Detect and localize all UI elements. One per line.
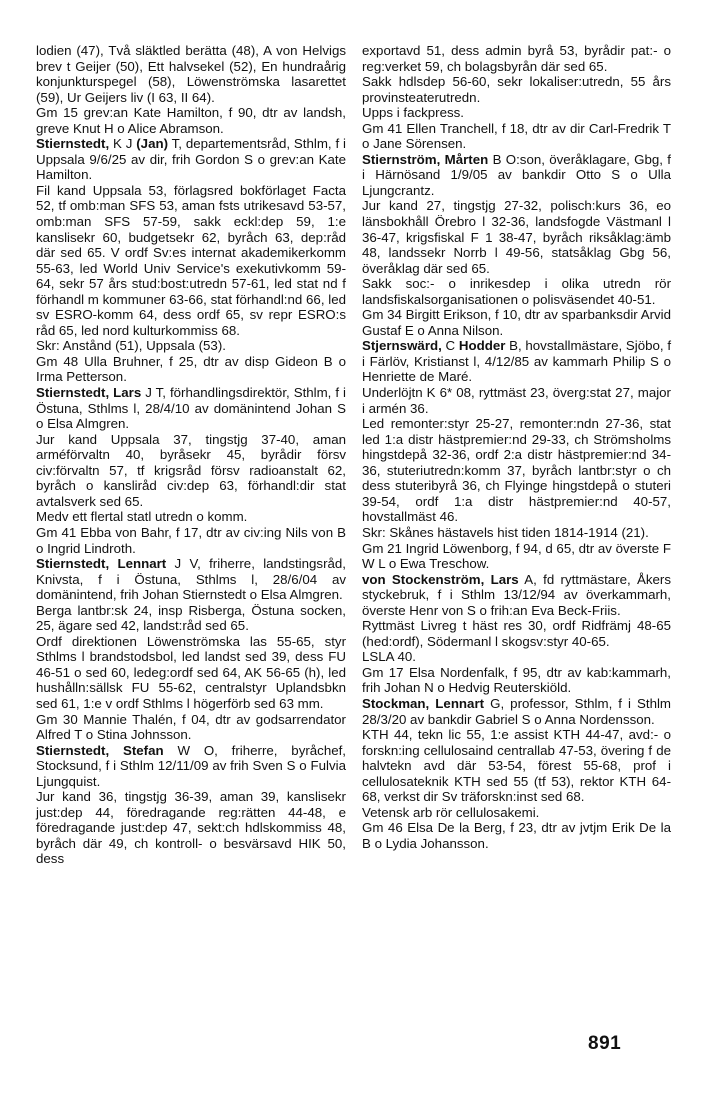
entry-given-name: Stefan [122, 742, 164, 758]
spouse-line: Gm 41 Ellen Tranchell, f 18, dtr av dir Carl-Fredrik T o Jane Sörensen. [362, 120, 671, 152]
left-column [36, 43, 346, 867]
entry-given-name: Lennart [435, 695, 485, 711]
entry-given-name: Lars [490, 571, 519, 587]
career-paragraph: Sakk hdlsdep 56-60, sekr lokaliser:utredn, 55 års provinsteaterutredn. [362, 74, 671, 105]
entry-given-name: Lennart [117, 556, 167, 572]
spouse-line: Gm 41 Ebba von Bahr, f 17, dtr av civ:ing Nils von B o Ingrid Lindroth. [36, 524, 346, 556]
career-paragraph: Jur kand 36, tingstjg 36-39, aman 39, kanslisekr just:dep 44, föredragande reg:rätten 44-48, e föredragande just:dep 47, sekt:ch hdlskommiss 48, byråch där 49, ch kontroll- o besvärsavd HIK 50, dess [36, 789, 346, 867]
spouse-line: Gm 17 Elsa Nordenfalk, f 95, dtr av kab:kammarh, frih Johan N o Hedvig Reuterskiöld. [362, 664, 671, 696]
right-column [362, 43, 671, 851]
entry-text: T, departementsråd, Sthlm, f i Uppsala 9/6/25 av dir, frih Gordon S o grev:an Kate Hamilton. [36, 136, 346, 183]
career-paragraph: Medv ett flertal statl utredn o komm. [36, 509, 248, 525]
entry-paragraph [36, 136, 346, 183]
entry-given-name: K J [113, 136, 133, 152]
spouse-line: Gm 48 Ulla Bruhner, f 25, dtr av disp Gideon B o Irma Petterson. [36, 353, 346, 385]
entry-called-name: Hodder [458, 338, 506, 354]
career-paragraph: Upps i fackpress. [362, 105, 464, 121]
entry-text: A, fd ryttmästare, Åkers styckebruk, f i Sthlm 13/12/94 av överkammarh, överste Henr von S o frih:an Eva Beck-Friis. [362, 571, 671, 618]
entry-called-name: (Jan) [136, 136, 169, 152]
career-paragraph: exportavd 51, dess admin byrå 53, byrådir pat:- o reg:verket 59, ch bolagsbyrån där sed 65. [362, 43, 671, 74]
entry-given-name: Lars [113, 385, 142, 401]
career-paragraph: Jur kand 27, tingstjg 27-32, polisch:kurs 36, eo länsbokhåll Örebro l 32-36, landsfogde Västmanl l 36-47, krigsfiskal F 1 38-47, byråch riksåklag:ämb 48, landssekr Norrb l 49-56, statsåklag Gbg 56, överåklag där sed 65. [362, 198, 671, 276]
career-paragraph: Berga lantbr:sk 24, insp Risberga, Östuna socken, 25, ägare sed 42, landst:råd sed 65. [36, 602, 346, 634]
career-paragraph: Vetensk arb rör cellulosakemi. [362, 804, 540, 820]
career-paragraph: LSLA 40. [362, 649, 416, 665]
entry-surname: Stiernstedt, [36, 136, 110, 152]
writings-line: Skr: Skånes hästavels hist tiden 1814-1914 (21). [362, 524, 649, 540]
spouse-line: Gm 30 Mannie Thalén, f 04, dtr av godsarrendator Alfred T o Stina Johnsson. [36, 711, 346, 743]
entry-paragraph [362, 152, 671, 199]
entry-surname: Stjernswärd, [362, 338, 442, 354]
career-paragraph: Jur kand Uppsala 37, tingstjg 37-40, aman arméförvaltn 40, byråsekr 45, byrådir försv civ:förvaltn 57, tf krigsråd försv radioanstalt 62, byråch o kanslіråd civ:dep 63, förhandl:dir stat avtalsverk sed 65. [36, 431, 346, 509]
spouse-line: Gm 46 Elsa De la Berg, f 23, dtr av jvtjm Erik De la B o Lydia Johansson. [362, 820, 671, 851]
entry-text: J T, förhandlingsdirektör, Sthlm, f i Östuna, Sthlms l, 28/4/10 av domänintend Johan S o Elsa Almgren. [36, 385, 346, 432]
career-paragraph: Fil kand Uppsala 53, förlagsred bokförlaget Facta 52, tf omb:man SFS 53, aman fsts utrikesavd 53-57, omb:man SFS 57-59, sakk eckl:dep 59, 1:e kanslisekr 60, budgetsekr 62, byråch 63, dep:råd där sed 65. V ordf Sv:es internat akademikerkomm 55-63, led World Univ Service's exekutivkomm 59-64, sekr 57 års stud:bost:utredn 57-61, led stat nd f förhandl m kommuner 63-66, stat förhandl:nd 66, led sv ESRO-komm 64, dess ordf 65, sv repr ESRO:s råd 65, led nord kulturkommiss 68. [36, 182, 346, 338]
entry-paragraph [362, 338, 671, 385]
entry-given-name: Mårten [444, 151, 489, 167]
career-paragraph: KTH 44, tekn lic 55, 1:e assist KTH 44-47, avd:- o forskn:ing cellulosaind centrallab 47-53, övering f de halvtekn avd där 53-54, förest 55-68, prof i cellulosateknik KTH sed 55 (tf 53), rektor KTH 64-68, verkst dir Sv träforskn:inst sed 68. [362, 727, 671, 805]
entry-surname: Stiernström, [362, 151, 441, 167]
entry-text: J V, friherre, landstingsråd, Knivsta, f i Östuna, Sthlms l, 28/6/04 av domänintend, frih Johan Stiernstedt o Elsa Almgren. [36, 556, 346, 603]
page-edge [690, 0, 704, 1105]
entry-surname: Stockman, [362, 695, 430, 711]
entry-text: G, professor, Sthlm, f i Sthlm 28/3/20 av bankdir Gabriel S o Anna Nordensson. [362, 695, 672, 727]
spouse-line: Gm 15 grev:an Kate Hamilton, f 90, dtr av landsh, greve Knut H o Alice Abramson. [36, 105, 346, 136]
entry-surname: Stiernstedt, [36, 385, 110, 401]
entry-paragraph [362, 572, 671, 619]
entry-text: W O, friherre, byråchef, Stocksund, f i Sthlm 12/11/09 av frih Sven S o Fulvia Ljungquist. [36, 742, 346, 789]
career-paragraph: Sakk soc:- o inrikesdep i olika utredn rör landsfiskalsorganisationen o polisväsendet 40-51. [362, 276, 671, 307]
writings-line: Skr: Anstånd (51), Uppsala (53). [36, 338, 226, 354]
entry-surname: Stiernstedt, [36, 556, 110, 572]
career-paragraph: Led remonter:styr 25-27, remonter:ndn 27-36, stat led 1:a distr hästpremier:nd 29-33, ch Strömsholms hingstdepå 32-36, ordf 2:a distr hästpremier:nd 34-36, stuteriutredn:komm 37, byråch lantbr:styr o ch dess stuteribyrå 36, ch Flyinge hingstdepå o stuteri 39-54, ordf 1:a distr hästpremier:nd 40-57, hovstallmäst 46. [362, 416, 671, 525]
career-paragraph: Ryttmäst Livreg t häst res 30, ordf Ridfrämj 48-65 (hed:ordf), Södermanl l skogsv:styr 40-65. [362, 618, 671, 649]
spouse-line: Gm 21 Ingrid Löwenborg, f 94, d 65, dtr av överste F W L o Ewa Treschow. [362, 540, 671, 572]
entry-text: B, hovstallmästare, Sjöbo, f i Färlöv, Kristianst l, 4/12/85 av kammarh Philip S o Henriette de Maré. [362, 338, 672, 385]
spouse-line: Gm 34 Birgitt Erikson, f 10, dtr av sparbanksdir Arvid Gustaf E o Anna Nilson. [362, 307, 671, 338]
entry-paragraph [36, 556, 346, 603]
career-paragraph: Underlöjtn K 6* 08, ryttmäst 23, överg:stat 27, major i armén 36. [362, 385, 671, 416]
career-paragraph: Ordf direktionen Löwenströmska las 55-65, styr Sthlms l brandstodsbol, led landst sed 39, dess FU 46-51 o sed 60, ledeg:ordf sed 64, AK 56-65 (h), led hushålln:sällsk FU 55-62, centralstyr Uplandsbkn sed 61, 1:e v ordf Sthlms l högerförb sed 63 mm. [36, 633, 346, 711]
entry-paragraph [36, 743, 346, 790]
entry-paragraph [36, 385, 346, 432]
entry-given-name: C [445, 338, 456, 354]
entry-paragraph: lodien (47), Två släktled berätta (48), A von Helvigs brev t Geijer (50), Ett halvsekel (52), En hundraårig konjunkturspegel (58), Löwenströmska lasarettet (59), Ur Geijers liv (I 63, II 64). [36, 43, 346, 105]
entry-paragraph [362, 696, 671, 727]
page-number: 891 [588, 1033, 622, 1054]
entry-text: B O:son, överåklagare, Gbg, f i Härnösand 1/9/05 av bankdir Otto S o Ulla Ljungcrantz. [362, 151, 671, 198]
entry-surname: Stiernstedt, [36, 742, 110, 758]
entry-surname: von Stockenström, [362, 571, 485, 587]
